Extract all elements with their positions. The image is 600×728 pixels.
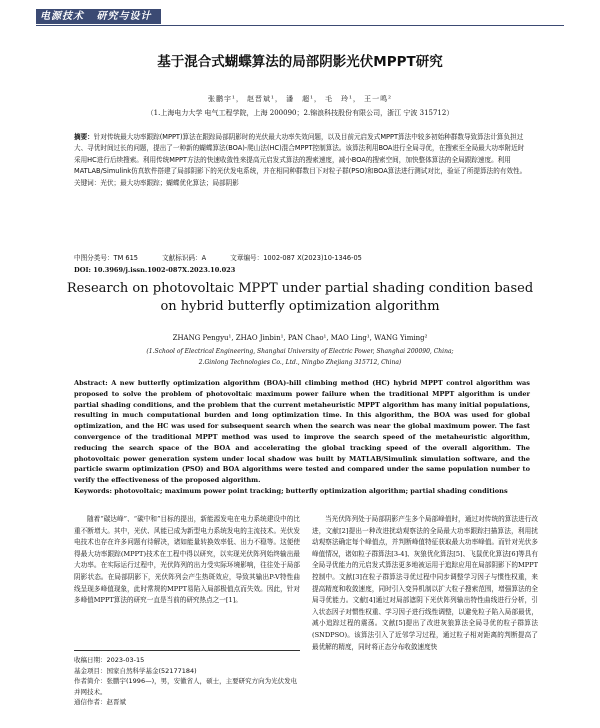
body-column-left <box>74 514 300 607</box>
classification-row <box>74 252 384 262</box>
english-abstract <box>74 378 530 497</box>
english-title <box>0 280 600 316</box>
doi: DOI: 10.3969/j.issn.1002-087X.2023.10.023 <box>74 266 236 274</box>
english-keywords-text: photovoltaic; maximum power point tracking; butterfly optimization algorithm; partial shading conditions <box>114 486 508 495</box>
corresponding-author: 通信作者：赵晋斌 <box>74 698 126 707</box>
journal-section-tab <box>36 9 161 24</box>
english-keywords-label: Keywords: <box>74 486 112 495</box>
chinese-authors: 张鹏宇¹， 赵晋斌¹， 潘 超¹， 毛 玲¹， 王一鸣² <box>208 95 392 103</box>
journal-name: 电源技术 <box>40 11 84 22</box>
english-affiliation-line1: (1.School of Electrical Engineering, Shanghai University of Electric Power, Shanghai 200090, China; <box>146 348 454 355</box>
english-abstract-label: Abstract: <box>74 379 108 387</box>
journal-header <box>36 9 564 24</box>
english-title-line2: on hybrid butterfly optimization algorithm <box>160 299 440 314</box>
article-footnote <box>74 650 300 708</box>
received-date: 收稿日期：2023-03-15 <box>74 656 145 664</box>
header-rule <box>36 25 564 26</box>
document-code: 文献标识码：A <box>162 254 207 262</box>
chinese-keywords: 关键词：光伏；最大功率跟踪；蝴蝶优化算法；局部阴影 <box>74 178 239 187</box>
chinese-affiliations: （1.上海电力大学 电气工程学院，上海 200090；2.锦浪科技股份有限公司，浙江 宁波 315712） <box>146 109 454 117</box>
body-paragraph-left: 随着“碳达峰”、“碳中和”目标的提出，新能源发电在电力系统建设中的比重不断增大。其中，光伏、风能已成为新型电力系统发电的主流技术。光伏发电技术也存在许多问题有待解决，诸如能量转换效率低、出力不稳等。这便使得最大功率跟踪(MPPT)技术在工程中得以研究，以实现光伏阵列始终输出最大功率。在实际运行过程中，光伏阵列的出力受实际环境影响，往往处于局部阴影状态。在局部阴影下，光伏阵列会产生热斑效应，导致其输出P-V特性曲线呈现多峰值现象，此时常规的MPPT易陷入局部极值点而失效。因此，针对多峰值MPPT算法的研究一直是当前的研究热点之一[1]。 <box>74 515 300 605</box>
section-name: 研究与设计 <box>96 11 152 22</box>
english-affiliations <box>0 346 600 368</box>
body-paragraph-right: 当光伏阵列处于局部阴影产生多个局部峰值时，通过对传统的算法进行改进，文献[2]提出一种改进扰动观察法的全局最大功率跟踪扫描算法，利用扰动观察法确定每个峰值点，并判断峰值特征获取最大功率峰值。而针对光伏多峰值情况，诸如粒子群算法[3-4]、灰狼优化算法[5]、飞鼠优化算法[6]等具有全局寻优能力的元启发式算法更多地被运用于追踪应用在局部阴影下的MPPT控制中。文献[3]在粒子群算法寻优过程中同步调整学习因子与惯性权重，来提高精度和收敛速度，同时引入变异机制以扩大粒子搜索范围，增强算法的全局寻优能力。文献[4]通过对局部遮阴下光伏阵列输出特性曲线进行分析，引入状态因子对惯性权重、学习因子进行线性调整，以避免粒子陷入局部最优，减小追踪过程的震荡。文献[5]提出了改进灰狼算法全局寻优的粒子群算法(SNDPSO)。该算法引入了近邻学习过程，通过粒子相对距离的判断提高了最优解的精度，同时将正态分布收敛速度快 <box>312 515 538 651</box>
english-affiliation-line2: 2.Ginlong Technologies Co., Ltd., Ningbo Zhejiang 315712, China) <box>198 359 402 366</box>
body-column-right <box>312 514 538 653</box>
chinese-abstract-label: 摘要： <box>74 133 94 141</box>
clc-number: 中图分类号：TM 615 <box>74 254 138 262</box>
fund-project: 基金项目：国家自然科学基金(52177184) <box>74 666 197 675</box>
chinese-abstract <box>74 132 530 189</box>
chinese-abstract-text: 针对传统最大功率跟踪(MPPT)算法在跟踪局部阴影时的光伏最大功率失效问题，以及目前元启发式MPPT算法中较多初始种群数导致算法计算负担过大、寻优时间过长的问题，提出了一种新的蝴蝶算法(BOA)-爬山法(HC)混合MPPT控制算法。该算法利用BOA进行全局寻优，在搜索至全局最大功率附近时采用HC进行后续搜索。利用传统MPPT方法的快速收敛性来提高元启发式算法的搜索速度，减小BOA的搜索空间，加快整体算法的全局跟踪速度。利用MATLAB/Simulink仿真软件搭建了局部阴影下的光伏发电系统，并在相同种群数目下对粒子群(PSO)和BOA算法进行测试对比，验证了所提算法的有效性。 <box>74 133 527 176</box>
chinese-title: 基于混合式蝴蝶算法的局部阴影光伏MPPT研究 <box>157 54 443 70</box>
english-authors: ZHANG Pengyu¹, ZHAO Jinbin¹, PAN Chao¹, MAO Ling¹, WANG Yiming² <box>172 334 428 342</box>
article-number: 文章编号：1002-087 X(2023)10-1346-05 <box>230 254 362 262</box>
author-bio: 作者简介：张鹏宇(1996—)，男，安徽省人，硕士，主要研究方向为光伏发电并网技术。 <box>74 677 298 696</box>
english-title-line1: Research on photovoltaic MPPT under partial shading condition based <box>66 281 534 296</box>
english-abstract-text: A new butterfly optimization algorithm (BOA)-hill climbing method (HC) hybrid MPPT control algorithm was proposed to solve the problem of photovoltaic maximum power failure when the traditional MPPT algorithm is under partial shading conditions, and the problem that the current metaheuristic MPPT algorithm has many initial populations, resulting in much computational burden and long optimization time. In this algorithm, the BOA was used for global optimization, and the HC was used for subsequent search when the search was near the global maximum power. The fast convergence of the traditional MPPT method was used to improve the search speed of the metaheuristic algorithm, reducing the search space of the BOA and accelerating the global tracking speed of the overall algorithm. The photovoltaic power generation system under local shadow was built by MATLAB/Simulink simulation software, and the particle swarm optimization (PSO) and BOA algorithms were tested and compared under the same population number to verify the effectiveness of the proposed algorithm. <box>74 379 531 485</box>
